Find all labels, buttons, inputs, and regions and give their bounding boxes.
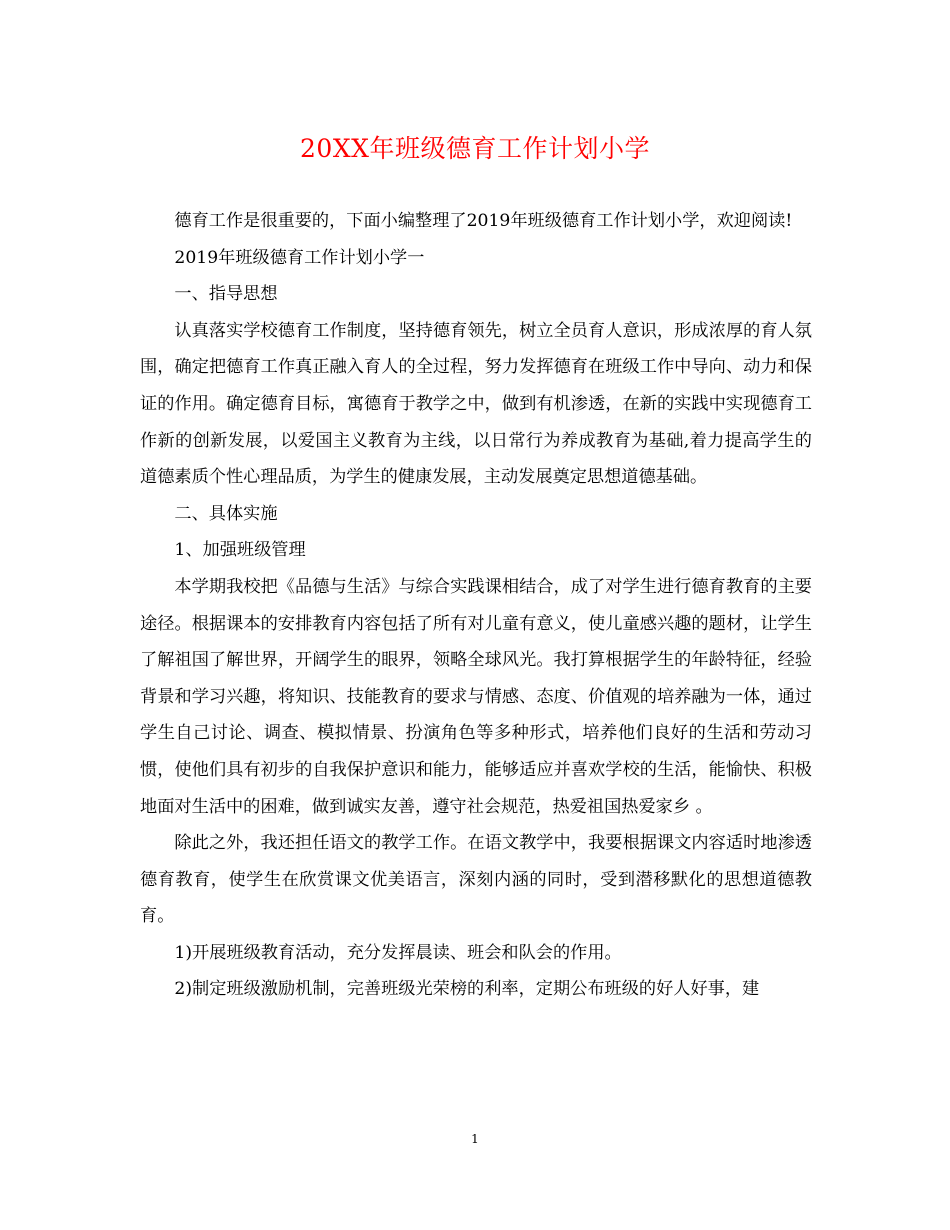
subsection-heading-class-management: 1、加强班级管理 xyxy=(174,540,306,561)
list-item-incentives: 2)制定班级激励机制，完善班级光荣榜的利率，定期公布班级的好人好事，建 xyxy=(174,979,760,1000)
document-body xyxy=(140,203,812,1008)
section-heading-guiding-thought: 一、指导思想 xyxy=(174,284,278,305)
paragraph-intro: 德育工作是很重要的，下面小编整理了2019年班级德育工作计划小学，欢迎阅读! xyxy=(174,211,793,231)
paragraph-guiding-thought: 认真落实学校德育工作制度，坚持德育领先，树立全员育人意识，形成浓厚的育人氛围，确定把德育工作真正融入育人的全过程，努力发挥德育在班级工作中导向、动力和保证的作用。确定德育目标，寓德育于教学之中，做到有机渗透，在新的实践中实现德育工作新的创新发展，以爱国主义教育为主线，以日常行为养成教育为基础,着力提高学生的道德素质个性心理品质，为学生的健康发展，主动发展奠定思想道德基础。 xyxy=(140,320,812,488)
document-title: 20XX年班级德育工作计划小学 xyxy=(300,134,650,163)
paragraph-plan-heading: 2019年班级德育工作计划小学一 xyxy=(174,247,425,268)
section-heading-implementation: 二、具体实施 xyxy=(174,503,278,524)
paragraph-moral-course: 本学期我校把《品德与生活》与综合实践课相结合，成了对学生进行德育教育的主要途径。根据课本的安排教育内容包括了所有对儿童有意义，使儿童感兴趣的题材，让学生了解祖国了解世界，开阔学生的眼界，领略全球风光。我打算根据学生的年龄特征，经验背景和学习兴趣，将知识、技能教育的要求与情感、态度、价值观的培养融为一体，通过学生自己讨论、调查、模拟情景、扮演角色等多种形式，培养他们良好的生活和劳动习惯，使他们具有初步的自我保护意识和能力，能够适应并喜欢学校的生活，能愉快、积极地面对生活中的困难，做到诚实友善，遵守社会规范，热爱祖国热爱家乡 。 xyxy=(140,576,812,817)
list-item-activities: 1)开展班级教育活动，充分发挥晨读、班会和队会的作用。 xyxy=(174,942,622,963)
page-number: 1 xyxy=(471,1132,479,1146)
paragraph-chinese-teaching: 除此之外，我还担任语文的教学工作。在语文教学中，我要根据课文内容适时地渗透德育教育，使学生在欣赏课文优美语言，深刻内涵的同时，受到潜移默化的思想道德教育。 xyxy=(140,833,812,927)
